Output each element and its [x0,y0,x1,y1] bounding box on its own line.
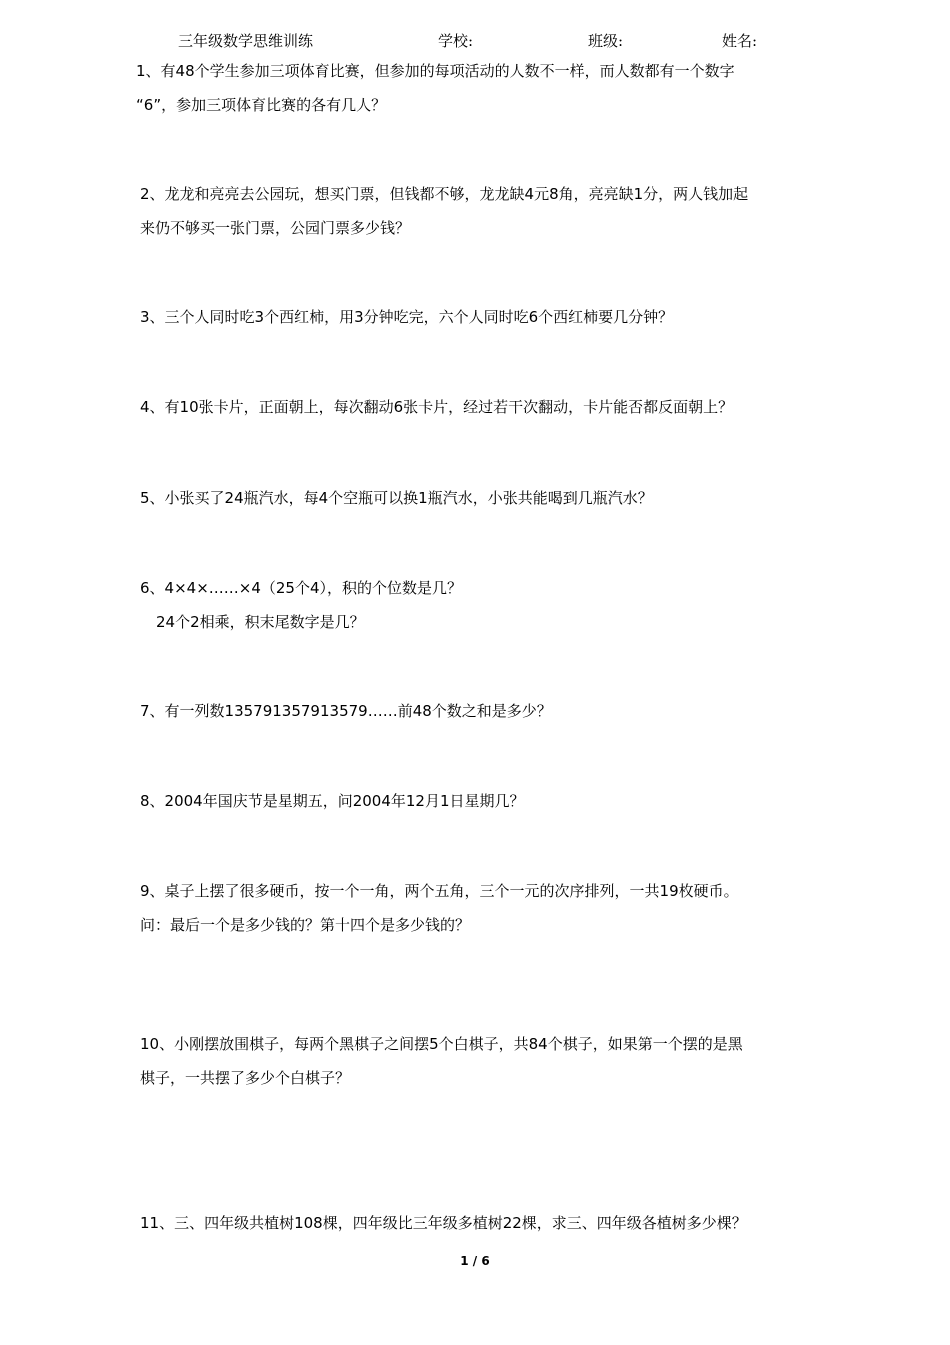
question-line: 4、有10张卡片，正面朝上，每次翻动6张卡片，经过若干次翻动，卡片能否都反面朝上？ [140,398,734,416]
question-2 [140,177,830,245]
question-8 [140,784,830,818]
worksheet-header [0,30,950,52]
question-4 [140,390,830,424]
class-label: 班级: [588,32,624,50]
question-3 [140,300,830,334]
question-line: 5、小张买了24瓶汽水，每4个空瓶可以换1瓶汽水，小张共能喝到几瓶汽水？ [140,489,653,507]
question-line: 24个2相乘，积末尾数字是几？ [156,613,365,631]
question-line: 10、小刚摆放围棋子，每两个黑棋子之间摆5个白棋子，共84个棋子，如果第一个摆的是黑 [140,1035,743,1053]
question-7 [140,694,830,728]
question-6 [140,571,830,639]
question-1 [136,54,826,122]
name-label: 姓名: [722,32,758,50]
question-9 [140,874,830,942]
question-10 [140,1027,830,1095]
question-line: 1、有48个学生参加三项体育比赛，但参加的每项活动的人数不一样，而人数都有一个数字 [136,62,735,80]
question-line: 2、龙龙和亮亮去公园玩，想买门票，但钱都不够，龙龙缺4元8角，亮亮缺1分，两人钱加起 [140,185,749,203]
question-line: 6、4×4×……×4（25个4），积的个位数是几？ [140,579,463,597]
question-line: 问：最后一个是多少钱的？第十四个是多少钱的？ [140,916,471,934]
question-line: 3、三个人同时吃3个西红柿，用3分钟吃完，六个人同时吃6个西红柿要几分钟？ [140,308,674,326]
question-line: “6”，参加三项体育比赛的各有几人？ [136,96,387,114]
question-11 [140,1206,830,1240]
school-label: 学校: [438,32,474,50]
question-line: 9、桌子上摆了很多硬币，按一个一角，两个五角，三个一元的次序排列，一共19枚硬币。 [140,882,739,900]
question-line: 棋子，一共摆了多少个白棋子？ [140,1069,351,1087]
page-number: 1 / 6 [460,1254,490,1268]
question-5 [140,481,830,515]
question-line: 7、有一列数135791357913579……前48个数之和是多少？ [140,702,552,720]
worksheet-title: 三年级数学思维训练 [178,32,314,50]
question-line: 8、2004年国庆节是星期五，问2004年12月1日星期几？ [140,792,525,810]
question-line: 11、三、四年级共植树108棵，四年级比三年级多植树22棵，求三、四年级各植树多少棵？ [140,1214,747,1232]
question-line: 来仍不够买一张门票，公园门票多少钱？ [140,219,411,237]
